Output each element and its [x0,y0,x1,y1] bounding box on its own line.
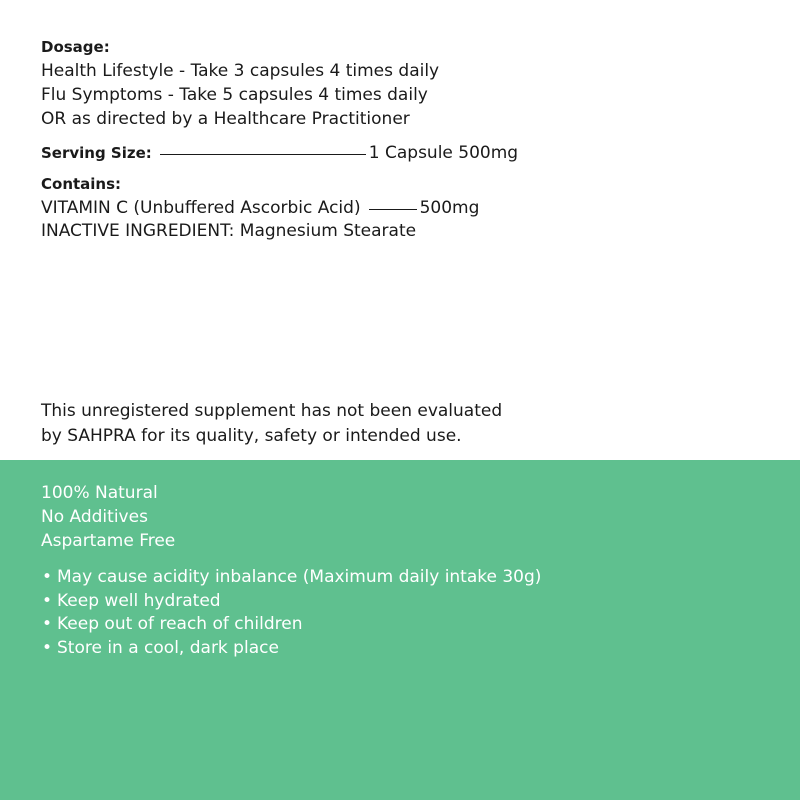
feature-no-additives: No Additives [41,507,148,527]
bullet-icon: • [42,567,53,587]
bullet-icon: • [42,638,53,658]
contains-heading: Contains: [41,175,122,193]
dosage-line-health: Health Lifestyle - Take 3 capsules 4 times daily [41,61,440,81]
warning-text: Keep out of reach of children [57,614,303,634]
ingredient-row [41,197,479,219]
dosage-line-flu: Flu Symptoms - Take 5 capsules 4 times daily [41,85,428,105]
feature-natural: 100% Natural [41,483,158,503]
ingredient-name: VITAMIN C (Unbuffered Ascorbic Acid) [41,198,361,218]
bullet-icon: • [42,591,53,611]
dosage-line-practitioner: OR as directed by a Healthcare Practitioner [41,109,410,129]
warning-item [42,590,221,612]
warning-item [42,637,279,659]
label-green-panel [0,460,800,800]
warning-text: May cause acidity inbalance (Maximum daily intake 30g) [57,567,542,587]
disclaimer-line-2: by SAHPRA for its quality, safety or intended use. [41,426,462,446]
bullet-icon: • [42,614,53,634]
feature-aspartame-free: Aspartame Free [41,531,176,551]
ingredient-rule [369,209,417,210]
serving-size-value: 1 Capsule 500mg [368,143,519,163]
serving-size-label: Serving Size: [41,144,152,162]
warning-text: Store in a cool, dark place [57,638,279,658]
disclaimer-line-1: This unregistered supplement has not been evaluated [41,401,503,421]
serving-size-row [41,142,518,164]
dosage-heading: Dosage: [41,38,110,56]
inactive-ingredient: INACTIVE INGREDIENT: Magnesium Stearate [41,221,417,241]
warning-item [42,613,302,635]
warning-item [42,566,541,588]
warning-text: Keep well hydrated [57,591,221,611]
ingredient-amount: 500mg [419,198,480,218]
serving-size-rule [160,154,366,155]
